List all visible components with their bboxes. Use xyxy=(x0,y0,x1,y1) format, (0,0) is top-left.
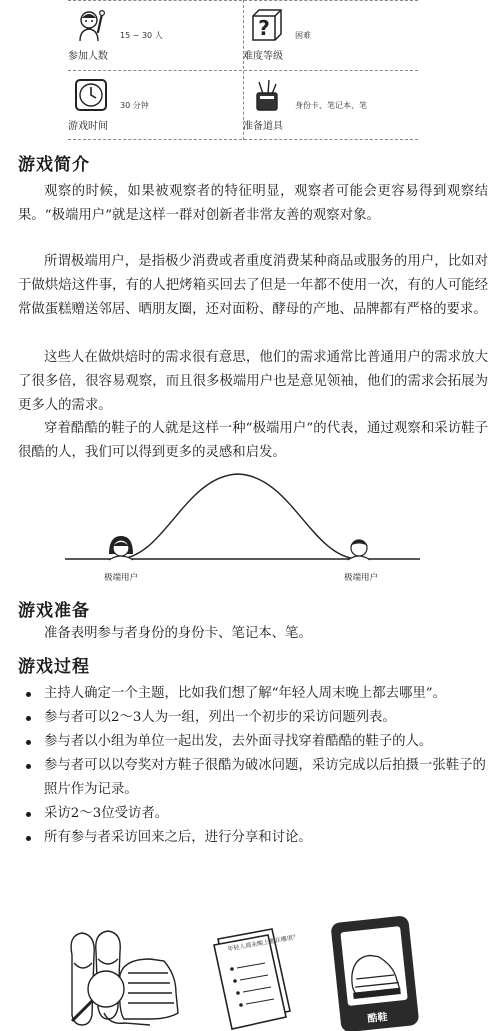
info-participants xyxy=(68,0,243,70)
raised-hand-person-icon xyxy=(74,8,108,42)
intro-paragraph: 这些人在做烘焙时的需求很有意思，他们的需求通常比普通用户的需求放大了很多倍，很容易观察，而且很多极端用户也是意见领袖，他们的需求会拓展为更多人的需求。 xyxy=(18,350,488,413)
girl-icon xyxy=(109,536,133,560)
props-label: 准备道具 xyxy=(243,121,283,132)
time-value: 30 分钟 xyxy=(120,101,149,110)
question-box-icon xyxy=(249,8,283,42)
notepad-illustration xyxy=(214,929,299,1029)
clock-icon xyxy=(74,78,108,112)
process-steps xyxy=(18,682,488,850)
info-time xyxy=(68,70,243,140)
notepad-text: 年轻人周末晚上都在哪里？ xyxy=(227,933,300,953)
boy-icon xyxy=(348,540,370,560)
info-table xyxy=(68,0,418,140)
shoes-illustration xyxy=(71,931,178,1025)
svg-text:?: ? xyxy=(258,16,270,40)
bell-curve-diagram xyxy=(65,466,420,596)
intro-paragraph: 观察的时候，如果被观察者的特征明显，观察者可能会更容易得到观察结果。“极端用户”就是这样一群对创新者非常友善的观察对象。 xyxy=(18,184,488,223)
info-props xyxy=(243,70,418,140)
participants-label: 参加人数 xyxy=(68,51,108,62)
shoe-photo-illustration xyxy=(330,915,419,1031)
list-item: 参与者可以以夸奖对方鞋子很酷为破冰问题，采访完成以后拍摄一张鞋子的照片作为记录。 xyxy=(18,754,488,802)
right-extreme-user-label: 极端用户 xyxy=(343,573,379,583)
pen-cup-icon xyxy=(249,78,283,112)
list-item: 所有参与者采访回来之后，进行分享和讨论。 xyxy=(18,826,488,850)
list-item: 参与者以小组为单位一起出发，去外面寻找穿着酷酷的鞋子的人。 xyxy=(18,730,488,754)
info-difficulty xyxy=(243,0,418,70)
difficulty-label: 难度等级 xyxy=(243,51,283,62)
bottom-illustration xyxy=(0,915,500,1031)
list-item: 主持人确定一个主题，比如我们想了解“年轻人周末晚上都去哪里”。 xyxy=(18,682,488,706)
process-heading: 游戏过程 xyxy=(18,657,90,677)
time-label: 游戏时间 xyxy=(68,121,108,132)
intro-paragraph: 所谓极端用户，是指极少消费或者重度消费某种商品或服务的用户，比如对于做烘焙这件事，有的人把烤箱买回去了但是一年都不使用一次，有的人可能经常做蛋糕赠送邻居、晒朋友圈，还对面粉、酵母的产地、品牌都有严格的要求。 xyxy=(18,254,488,317)
list-item: 采访2～3位受访者。 xyxy=(18,802,488,826)
prepare-text: 准备表明参与者身份的身份卡、笔记本、笔。 xyxy=(44,626,312,641)
left-extreme-user-label: 极端用户 xyxy=(103,573,139,583)
props-value: 身份卡、笔记本、笔 xyxy=(295,101,367,110)
intro-paragraph: 穿着酷酷的鞋子的人就是这样一种“极端用户”的代表，通过观察和采访鞋子很酷的人，我们可以得到更多的灵感和启发。 xyxy=(18,421,488,460)
curve-line xyxy=(120,474,357,559)
prepare-heading: 游戏准备 xyxy=(18,601,90,621)
difficulty-value: 困难 xyxy=(295,31,311,40)
intro-heading: 游戏简介 xyxy=(18,155,90,175)
participants-value: 15 ~ 30 人 xyxy=(120,31,163,40)
list-item: 参与者可以2～3人为一组，列出一个初步的采访问题列表。 xyxy=(18,706,488,730)
photo-caption: 酷鞋 xyxy=(367,1011,389,1025)
